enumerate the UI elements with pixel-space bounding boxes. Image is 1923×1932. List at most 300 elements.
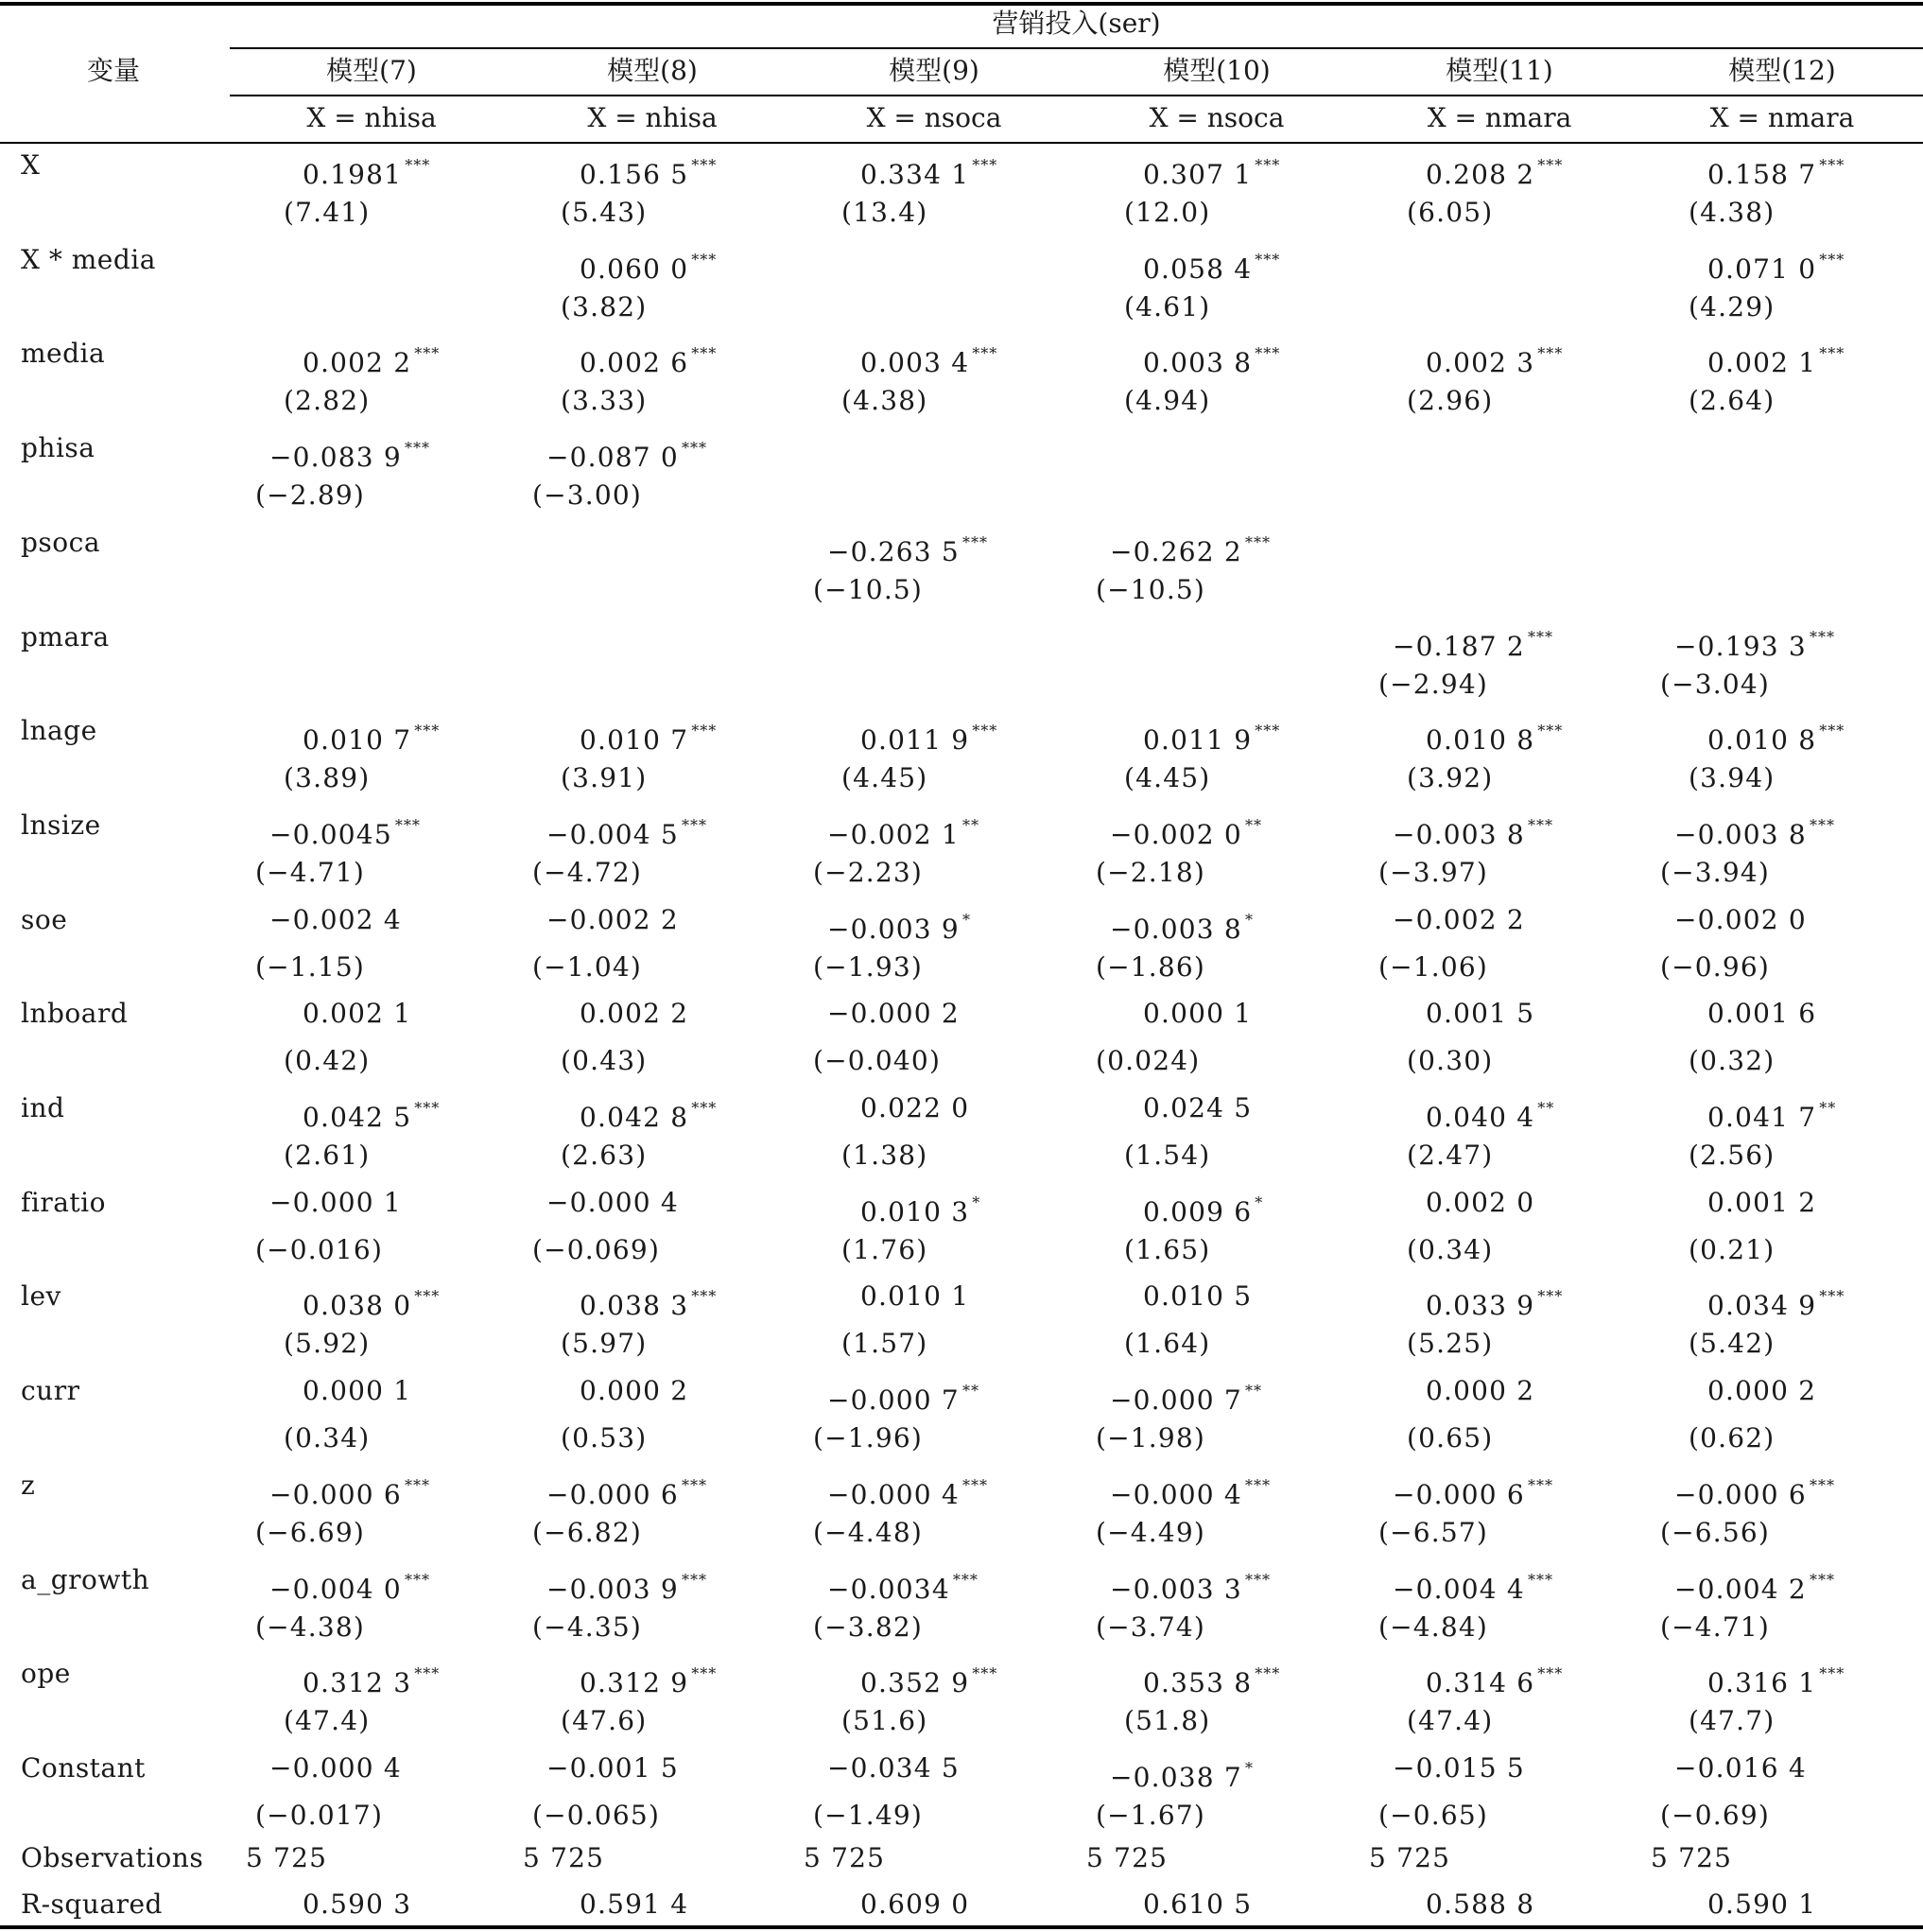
significance-stars: *** bbox=[414, 344, 441, 363]
significance-stars: *** bbox=[972, 722, 998, 740]
coefficient-cell bbox=[1393, 809, 1553, 851]
t-statistic: (4.45) bbox=[1124, 762, 1211, 794]
t-statistic: (0.53) bbox=[561, 1422, 648, 1454]
t-statistic: (7.41) bbox=[284, 197, 371, 228]
significance-stars: ** bbox=[1819, 1099, 1837, 1117]
significance-stars: *** bbox=[404, 439, 430, 458]
coefficient-value: −0.016 4 bbox=[1674, 1751, 1807, 1784]
coefficient-value: −0.000 4 bbox=[1110, 1478, 1242, 1510]
coefficient-cell bbox=[580, 149, 717, 191]
model-header-rule bbox=[230, 95, 1923, 96]
t-statistic: (4.29) bbox=[1689, 290, 1776, 322]
coefficient-cell bbox=[1707, 1280, 1845, 1322]
coefficient-value: 0.024 5 bbox=[1143, 1092, 1253, 1123]
significance-stars: *** bbox=[1537, 344, 1564, 363]
coefficient-value: 0.156 5 bbox=[580, 159, 689, 190]
coefficient-value: 0.033 9 bbox=[1426, 1290, 1535, 1322]
significance-stars: *** bbox=[972, 344, 998, 363]
coefficient-cell bbox=[1426, 1187, 1534, 1219]
significance-stars: ** bbox=[1244, 815, 1262, 834]
variable-label: lnsize bbox=[21, 809, 101, 841]
coefficient-value: −0.000 7 bbox=[827, 1384, 960, 1417]
coefficient-value: 0.000 1 bbox=[303, 1375, 412, 1407]
coefficient-value: −0.003 8 bbox=[1110, 913, 1242, 945]
variable-label: ind bbox=[21, 1092, 65, 1123]
variable-label: pmara bbox=[21, 620, 110, 653]
coefficient-value: 0.010 8 bbox=[1707, 724, 1817, 757]
variable-label: ope bbox=[21, 1658, 71, 1690]
coefficient-cell bbox=[1110, 904, 1254, 946]
significance-stars: *** bbox=[1255, 344, 1281, 363]
row-header-label: 变量 bbox=[86, 55, 140, 86]
variable-label: curr bbox=[21, 1375, 80, 1407]
coefficient-value: −0.003 9 bbox=[827, 913, 960, 945]
t-statistic: (0.34) bbox=[1407, 1233, 1494, 1265]
t-statistic: (−6.69) bbox=[255, 1516, 366, 1548]
variable-label: psoca bbox=[21, 526, 101, 558]
t-statistic: (4.61) bbox=[1124, 290, 1211, 322]
t-statistic: (47.4) bbox=[284, 1705, 371, 1737]
coefficient-cell bbox=[827, 1470, 988, 1511]
observations-value: 5 725 bbox=[1651, 1842, 1733, 1873]
coefficient-cell bbox=[580, 998, 688, 1030]
significance-stars: ** bbox=[962, 815, 979, 834]
coefficient-value: −0.000 4 bbox=[269, 1751, 402, 1784]
t-statistic: (3.33) bbox=[561, 385, 648, 417]
coefficient-cell bbox=[1393, 904, 1525, 936]
significance-stars: *** bbox=[1809, 1475, 1835, 1494]
coefficient-cell bbox=[269, 1752, 402, 1784]
significance-stars: *** bbox=[1527, 627, 1553, 646]
significance-stars: *** bbox=[414, 1287, 441, 1306]
coefficient-cell bbox=[860, 1280, 969, 1313]
coefficient-value: 0.000 2 bbox=[1426, 1375, 1535, 1407]
coefficient-cell bbox=[860, 149, 997, 191]
coefficient-value: −0.087 0 bbox=[546, 442, 679, 474]
r-squared-value: 0.610 5 bbox=[1143, 1888, 1253, 1920]
significance-stars: *** bbox=[1809, 815, 1835, 834]
t-statistic: (0.34) bbox=[284, 1422, 371, 1454]
t-statistic: (5.25) bbox=[1407, 1328, 1494, 1360]
coefficient-cell bbox=[303, 998, 411, 1030]
t-statistic: (−10.5) bbox=[813, 573, 924, 605]
significance-stars: *** bbox=[1819, 722, 1845, 740]
t-statistic: (−1.93) bbox=[813, 950, 924, 983]
t-statistic: (−4.35) bbox=[532, 1610, 643, 1643]
t-statistic: (−6.56) bbox=[1660, 1516, 1771, 1548]
significance-stars: *** bbox=[405, 156, 431, 174]
coefficient-value: −0.002 4 bbox=[269, 903, 402, 935]
coefficient-value: 0.002 2 bbox=[580, 998, 689, 1030]
coefficient-cell bbox=[1707, 998, 1816, 1030]
coefficient-cell bbox=[860, 715, 997, 757]
t-statistic: (−1.96) bbox=[813, 1422, 924, 1454]
coefficient-value: −0.0034 bbox=[827, 1573, 950, 1605]
coefficient-cell bbox=[1426, 715, 1563, 757]
significance-stars: *** bbox=[1244, 1475, 1271, 1494]
t-statistic: (−4.84) bbox=[1378, 1610, 1489, 1643]
coefficient-cell bbox=[546, 904, 679, 936]
t-statistic: (2.61) bbox=[284, 1140, 371, 1171]
t-statistic: (−4.71) bbox=[1660, 1610, 1771, 1643]
coefficient-value: −0.002 0 bbox=[1110, 818, 1242, 850]
coefficient-cell bbox=[1426, 998, 1534, 1030]
coefficient-cell bbox=[1143, 1280, 1252, 1313]
variable-label: firatio bbox=[21, 1186, 106, 1218]
coefficient-cell bbox=[1674, 1752, 1807, 1784]
coefficient-value: 0.002 2 bbox=[303, 347, 412, 379]
coefficient-value: 0.011 9 bbox=[1143, 724, 1253, 757]
coefficient-cell bbox=[546, 1470, 707, 1511]
group-header: 营销投入(ser) bbox=[992, 8, 1161, 39]
coefficient-cell bbox=[269, 904, 402, 936]
coefficient-cell bbox=[1143, 338, 1280, 379]
coefficient-value: 0.001 6 bbox=[1707, 998, 1817, 1030]
t-statistic: (−1.98) bbox=[1096, 1422, 1206, 1454]
coefficient-cell bbox=[1426, 338, 1563, 379]
coefficient-value: −0.015 5 bbox=[1393, 1751, 1525, 1784]
coefficient-cell bbox=[1393, 1752, 1525, 1784]
coefficient-cell bbox=[1143, 149, 1280, 191]
t-statistic: (−4.48) bbox=[813, 1516, 924, 1548]
significance-stars: * bbox=[1255, 1192, 1264, 1211]
coefficient-value: 0.010 1 bbox=[860, 1280, 970, 1313]
coefficient-cell bbox=[1426, 149, 1563, 191]
coefficient-cell bbox=[546, 809, 707, 851]
t-statistic: (2.96) bbox=[1407, 385, 1494, 417]
coefficient-value: 0.002 1 bbox=[1707, 347, 1817, 379]
t-statistic: (−6.57) bbox=[1378, 1516, 1489, 1548]
coefficient-value: −0.262 2 bbox=[1110, 535, 1242, 567]
significance-stars: *** bbox=[404, 1570, 430, 1589]
r-squared-value: 0.609 0 bbox=[860, 1888, 970, 1920]
coefficient-cell bbox=[1393, 1564, 1553, 1606]
t-statistic: (−4.38) bbox=[255, 1610, 366, 1643]
coefficient-cell bbox=[1707, 1092, 1836, 1134]
coefficient-cell bbox=[580, 1280, 717, 1322]
coefficient-value: −0.000 4 bbox=[546, 1186, 679, 1218]
coefficient-cell bbox=[580, 1658, 717, 1699]
coefficient-value: 0.041 7 bbox=[1707, 1102, 1817, 1133]
coefficient-cell bbox=[269, 809, 421, 851]
t-statistic: (4.38) bbox=[1689, 197, 1776, 228]
t-statistic: (−3.97) bbox=[1378, 856, 1489, 888]
significance-stars: *** bbox=[681, 1570, 707, 1589]
significance-stars: *** bbox=[962, 532, 988, 551]
coefficient-cell bbox=[860, 338, 997, 379]
significance-stars: *** bbox=[1537, 722, 1564, 740]
coefficient-value: 0.002 3 bbox=[1426, 347, 1535, 379]
t-statistic: (−1.06) bbox=[1378, 950, 1489, 983]
t-statistic: (2.63) bbox=[561, 1140, 648, 1171]
coefficient-value: −0.004 0 bbox=[269, 1573, 402, 1605]
coefficient-cell bbox=[1707, 1658, 1845, 1699]
significance-stars: *** bbox=[1819, 156, 1845, 174]
coefficient-cell bbox=[860, 1187, 980, 1228]
t-statistic: (0.21) bbox=[1689, 1233, 1776, 1265]
coefficient-cell bbox=[1110, 527, 1271, 568]
coefficient-value: −0.000 6 bbox=[269, 1478, 402, 1510]
coefficient-value: 0.000 2 bbox=[580, 1375, 689, 1407]
x-definition: X = nhisa bbox=[306, 102, 437, 133]
variable-label: z bbox=[21, 1469, 36, 1501]
t-statistic: (−4.72) bbox=[532, 856, 643, 888]
t-statistic: (−0.65) bbox=[1378, 1799, 1489, 1831]
coefficient-cell bbox=[580, 1375, 688, 1407]
t-statistic: (−1.15) bbox=[255, 950, 366, 983]
significance-stars: *** bbox=[691, 722, 718, 740]
t-statistic: (47.4) bbox=[1407, 1705, 1494, 1737]
coefficient-value: 0.060 0 bbox=[580, 252, 689, 285]
x-definition: X = nhisa bbox=[587, 102, 718, 133]
t-statistic: (51.6) bbox=[841, 1705, 928, 1737]
coefficient-cell bbox=[1393, 621, 1553, 663]
coefficient-value: 0.000 2 bbox=[1707, 1375, 1817, 1407]
coefficient-cell bbox=[1143, 1658, 1280, 1699]
x-definition: X = nsoca bbox=[1149, 102, 1285, 133]
significance-stars: *** bbox=[691, 1287, 718, 1306]
coefficient-cell bbox=[1393, 1470, 1553, 1511]
coefficient-value: 0.010 3 bbox=[860, 1195, 970, 1227]
variable-label: X * media bbox=[21, 243, 156, 275]
coefficient-cell bbox=[303, 715, 440, 757]
coefficient-cell bbox=[546, 432, 707, 474]
t-statistic: (47.6) bbox=[561, 1705, 648, 1737]
coefficient-value: 0.000 1 bbox=[1143, 998, 1253, 1030]
coefficient-value: 0.058 4 bbox=[1143, 252, 1253, 285]
coefficient-value: −0.000 6 bbox=[546, 1478, 679, 1510]
coefficient-value: −0.083 9 bbox=[269, 442, 402, 474]
t-statistic: (6.05) bbox=[1407, 197, 1494, 228]
variable-label: X bbox=[21, 149, 41, 181]
coefficient-value: −0.001 5 bbox=[546, 1751, 679, 1784]
variable-label: phisa bbox=[21, 432, 95, 464]
coefficient-cell bbox=[580, 338, 717, 379]
significance-stars: * bbox=[1244, 910, 1254, 929]
t-statistic: (−0.069) bbox=[532, 1233, 661, 1265]
coefficient-value: −0.002 0 bbox=[1674, 903, 1807, 935]
t-statistic: (−2.89) bbox=[255, 479, 366, 512]
coefficient-cell bbox=[1674, 904, 1807, 936]
coefficient-cell bbox=[1707, 338, 1845, 379]
r-squared-value: 0.590 1 bbox=[1707, 1888, 1817, 1920]
t-statistic: (−0.065) bbox=[532, 1799, 661, 1831]
coefficient-cell bbox=[1674, 621, 1835, 663]
significance-stars: *** bbox=[1819, 344, 1845, 363]
significance-stars: *** bbox=[681, 815, 707, 834]
coefficient-cell bbox=[580, 1092, 717, 1134]
coefficient-value: −0.0045 bbox=[269, 818, 392, 850]
t-statistic: (−0.96) bbox=[1660, 950, 1771, 983]
t-statistic: (1.76) bbox=[841, 1233, 928, 1265]
t-statistic: (0.024) bbox=[1096, 1045, 1201, 1077]
t-statistic: (1.54) bbox=[1124, 1140, 1211, 1171]
coefficient-value: −0.003 8 bbox=[1393, 818, 1525, 850]
top-rule bbox=[0, 2, 1923, 6]
variable-label: lnage bbox=[21, 715, 97, 747]
coefficient-value: 0.334 1 bbox=[860, 159, 970, 190]
coefficient-value: −0.002 1 bbox=[827, 818, 960, 850]
significance-stars: *** bbox=[1819, 250, 1845, 269]
significance-stars: *** bbox=[394, 815, 421, 834]
t-statistic: (0.32) bbox=[1689, 1045, 1776, 1077]
variable-label: Constant bbox=[21, 1751, 146, 1784]
coefficient-cell bbox=[1110, 1564, 1271, 1606]
variable-label: lev bbox=[21, 1280, 61, 1313]
group-header-rule bbox=[230, 47, 1923, 49]
significance-stars: * bbox=[972, 1192, 981, 1211]
coefficient-value: 0.002 0 bbox=[1426, 1186, 1535, 1218]
t-statistic: (−3.94) bbox=[1660, 856, 1771, 888]
t-statistic: (−3.00) bbox=[532, 479, 643, 512]
significance-stars: *** bbox=[962, 1475, 988, 1494]
x-definition: X = nmara bbox=[1709, 102, 1855, 133]
model-header: 模型(7) bbox=[326, 55, 417, 86]
coefficient-value: 0.042 5 bbox=[303, 1102, 412, 1133]
t-statistic: (5.43) bbox=[561, 197, 648, 228]
coefficient-value: −0.000 4 bbox=[827, 1478, 960, 1510]
coefficient-value: 0.001 5 bbox=[1426, 998, 1535, 1030]
r-squared-value: 0.590 3 bbox=[303, 1888, 412, 1920]
x-definition: X = nsoca bbox=[866, 102, 1002, 133]
t-statistic: (−2.94) bbox=[1378, 668, 1489, 700]
coefficient-cell bbox=[1110, 1470, 1271, 1511]
coefficient-value: −0.187 2 bbox=[1393, 630, 1525, 662]
coefficient-cell bbox=[303, 1092, 440, 1134]
coefficient-value: 0.010 7 bbox=[303, 724, 412, 757]
coefficient-cell bbox=[1426, 1658, 1563, 1699]
coefficient-value: −0.000 1 bbox=[269, 1186, 402, 1218]
coefficient-value: −0.004 4 bbox=[1393, 1573, 1525, 1605]
t-statistic: (−4.49) bbox=[1096, 1516, 1206, 1548]
coefficient-value: 0.022 0 bbox=[860, 1092, 970, 1123]
coefficient-cell bbox=[546, 1564, 707, 1606]
coefficient-cell bbox=[1143, 715, 1280, 757]
coefficient-value: −0.003 8 bbox=[1674, 818, 1807, 850]
coefficient-value: 0.002 6 bbox=[580, 347, 689, 379]
coefficient-cell bbox=[827, 998, 960, 1030]
t-statistic: (3.82) bbox=[561, 290, 648, 322]
coefficient-value: 0.038 3 bbox=[580, 1290, 689, 1322]
coefficient-value: 0.010 8 bbox=[1426, 724, 1535, 757]
coefficient-value: 0.003 4 bbox=[860, 347, 970, 379]
observations-value: 5 725 bbox=[246, 1842, 328, 1873]
significance-stars: *** bbox=[414, 1664, 441, 1683]
significance-stars: *** bbox=[691, 344, 718, 363]
coefficient-value: −0.263 5 bbox=[827, 535, 960, 567]
coefficient-cell bbox=[269, 1187, 402, 1219]
coefficient-cell bbox=[827, 904, 971, 946]
t-statistic: (2.64) bbox=[1689, 385, 1776, 417]
t-statistic: (47.7) bbox=[1689, 1705, 1776, 1737]
significance-stars: ** bbox=[1244, 1382, 1262, 1401]
significance-stars: *** bbox=[681, 1475, 707, 1494]
significance-stars: *** bbox=[972, 156, 998, 174]
t-statistic: (−1.49) bbox=[813, 1799, 924, 1831]
coefficient-value: −0.000 6 bbox=[1674, 1478, 1807, 1510]
coefficient-value: −0.004 2 bbox=[1674, 1573, 1807, 1605]
coefficient-value: 0.040 4 bbox=[1426, 1102, 1535, 1133]
coefficient-value: 0.001 2 bbox=[1707, 1186, 1817, 1218]
coefficient-cell bbox=[303, 1375, 411, 1407]
significance-stars: *** bbox=[681, 439, 707, 458]
observations-label: Observations bbox=[21, 1842, 204, 1873]
significance-stars: *** bbox=[1537, 156, 1564, 174]
significance-stars: * bbox=[1244, 1758, 1254, 1777]
coefficient-cell bbox=[1707, 149, 1845, 191]
t-statistic: (4.45) bbox=[841, 762, 928, 794]
coefficient-value: 0.312 9 bbox=[580, 1667, 689, 1699]
t-statistic: (−10.5) bbox=[1096, 573, 1206, 605]
x-definition: X = nmara bbox=[1427, 102, 1572, 133]
t-statistic: (2.47) bbox=[1407, 1140, 1494, 1171]
t-statistic: (1.57) bbox=[841, 1328, 928, 1360]
coefficient-value: 0.042 8 bbox=[580, 1102, 689, 1133]
coefficient-cell bbox=[827, 809, 979, 851]
coefficient-value: −0.193 3 bbox=[1674, 630, 1807, 662]
t-statistic: (1.64) bbox=[1124, 1328, 1211, 1360]
significance-stars: *** bbox=[1255, 722, 1281, 740]
observations-value: 5 725 bbox=[1369, 1842, 1451, 1873]
coefficient-value: 0.034 9 bbox=[1707, 1290, 1817, 1322]
coefficient-value: 0.071 0 bbox=[1707, 252, 1817, 285]
coefficient-cell bbox=[1707, 1187, 1816, 1219]
significance-stars: *** bbox=[414, 722, 441, 740]
coefficient-cell bbox=[1426, 1375, 1534, 1407]
coefficient-value: 0.002 1 bbox=[303, 998, 412, 1030]
header-body-rule bbox=[0, 142, 1923, 144]
t-statistic: (4.94) bbox=[1124, 385, 1211, 417]
coefficient-cell bbox=[1426, 1092, 1554, 1134]
t-statistic: (−1.04) bbox=[532, 950, 643, 983]
coefficient-cell bbox=[1674, 1470, 1835, 1511]
t-statistic: (0.30) bbox=[1407, 1045, 1494, 1077]
coefficient-value: −0.004 5 bbox=[546, 818, 679, 850]
t-statistic: (−3.74) bbox=[1096, 1610, 1206, 1643]
coefficient-cell bbox=[1110, 1375, 1262, 1417]
coefficient-cell bbox=[303, 1280, 440, 1322]
significance-stars: *** bbox=[691, 250, 718, 269]
significance-stars: *** bbox=[1809, 627, 1835, 646]
t-statistic: (−6.82) bbox=[532, 1516, 643, 1548]
t-statistic: (0.62) bbox=[1689, 1422, 1776, 1454]
coefficient-cell bbox=[1707, 715, 1845, 757]
variable-label: lnboard bbox=[21, 998, 129, 1030]
coefficient-cell bbox=[860, 1092, 969, 1124]
model-header: 模型(12) bbox=[1728, 55, 1836, 86]
variable-label: soe bbox=[21, 903, 68, 935]
t-statistic: (3.94) bbox=[1689, 762, 1776, 794]
coefficient-value: 0.307 1 bbox=[1143, 159, 1253, 190]
coefficient-value: −0.038 7 bbox=[1110, 1761, 1242, 1793]
model-header: 模型(10) bbox=[1163, 55, 1271, 86]
coefficient-cell bbox=[827, 1375, 979, 1417]
coefficient-value: 0.003 8 bbox=[1143, 347, 1253, 379]
t-statistic: (−0.016) bbox=[255, 1233, 384, 1265]
coefficient-value: 0.010 5 bbox=[1143, 1280, 1253, 1313]
coefficient-value: 0.009 6 bbox=[1143, 1195, 1253, 1227]
r-squared-value: 0.591 4 bbox=[580, 1888, 689, 1920]
coefficient-cell bbox=[269, 1470, 430, 1511]
t-statistic: (4.38) bbox=[841, 385, 928, 417]
model-header: 模型(9) bbox=[889, 55, 979, 86]
significance-stars: ** bbox=[962, 1382, 979, 1401]
significance-stars: *** bbox=[1244, 1570, 1271, 1589]
coefficient-value: −0.000 6 bbox=[1393, 1478, 1525, 1510]
coefficient-cell bbox=[546, 1752, 679, 1784]
coefficient-value: −0.002 2 bbox=[1393, 903, 1525, 935]
t-statistic: (51.8) bbox=[1124, 1705, 1211, 1737]
